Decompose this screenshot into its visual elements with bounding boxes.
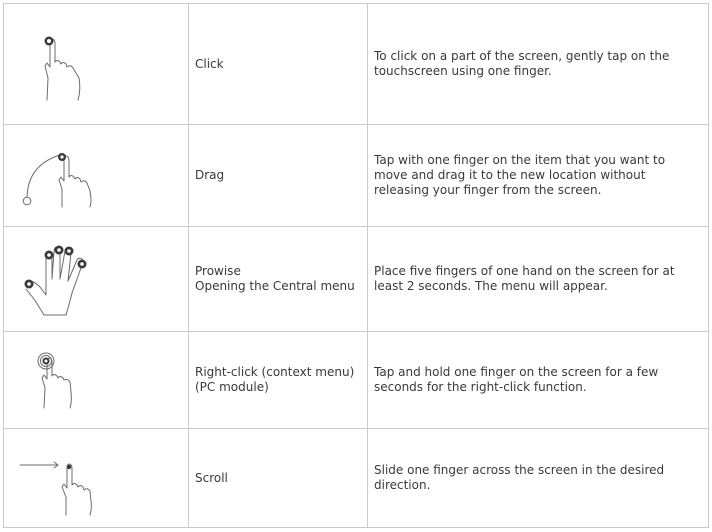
gesture-name-cell xyxy=(189,227,368,332)
gesture-name: Right-click (context menu) xyxy=(195,365,355,379)
gesture-name-cell xyxy=(189,125,368,227)
gesture-name: Drag xyxy=(195,168,225,182)
gesture-name-subtitle: Opening the Central menu xyxy=(195,279,355,293)
gesture-icon-cell xyxy=(4,125,189,227)
table-row-drag xyxy=(4,125,709,227)
gesture-icon-cell xyxy=(4,227,189,332)
gesture-description-cell xyxy=(368,429,709,528)
gesture-name: Prowise xyxy=(195,264,241,278)
gesture-description: Place five fingers of one hand on the screen for at least 2 seconds. The menu will appear. xyxy=(374,264,675,293)
gesture-icon-cell xyxy=(4,332,189,429)
drag-gesture-icon xyxy=(4,125,188,227)
gesture-name-subtitle: (PC module) xyxy=(195,380,269,394)
gesture-name: Click xyxy=(195,56,224,71)
gesture-description: Tap with one finger on the item that you want to move and drag it to the new location without releasing your finger from the screen. xyxy=(374,153,666,197)
five-finger-gesture-icon xyxy=(4,227,188,332)
table-row-scroll xyxy=(4,429,709,528)
gesture-description-cell xyxy=(368,332,709,429)
gesture-description: To click on a part of the screen, gently tap on the touchscreen using one finger. xyxy=(374,49,670,78)
gesture-icon-cell xyxy=(4,429,189,528)
gesture-icon-cell xyxy=(4,4,189,125)
gesture-description: Slide one finger across the screen in the desired direction. xyxy=(374,463,665,492)
slide-gesture-icon xyxy=(4,429,188,528)
gesture-description: Tap and hold one finger on the screen for a few seconds for the right-click function. xyxy=(374,365,659,394)
gesture-name-cell xyxy=(189,332,368,429)
gesture-table xyxy=(3,3,709,528)
gesture-name-cell xyxy=(189,429,368,528)
table-row-central-menu xyxy=(4,227,709,332)
tap-gesture-icon xyxy=(4,4,188,125)
gesture-name: Scroll xyxy=(195,470,228,485)
table-row-click xyxy=(4,4,709,125)
gesture-name-cell xyxy=(189,4,368,125)
table-row-right-click xyxy=(4,332,709,429)
gesture-description-cell xyxy=(368,4,709,125)
gesture-description-cell xyxy=(368,227,709,332)
gesture-description-cell xyxy=(368,125,709,227)
tap-and-hold-gesture-icon xyxy=(4,332,188,429)
